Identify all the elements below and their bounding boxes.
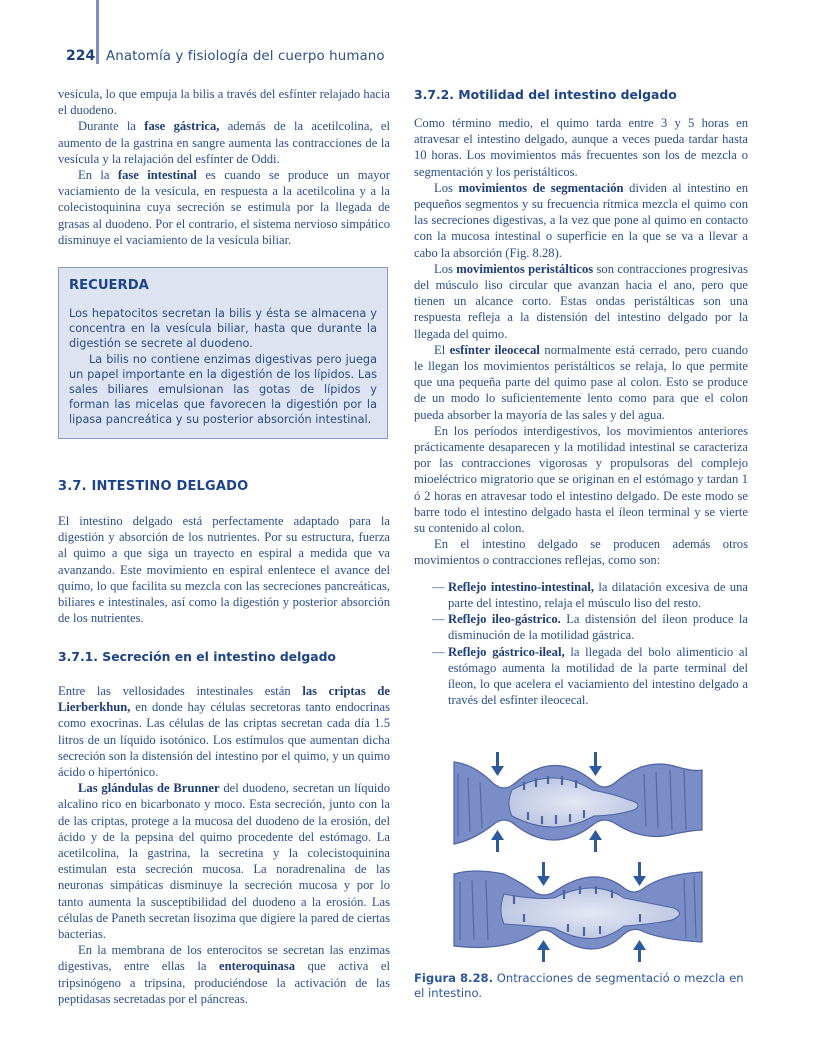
recuerda-box: [58, 267, 388, 439]
bold-term: fase intestinal: [117, 168, 197, 183]
running-title: Anatomía y fisiología del cuerpo humano: [106, 49, 385, 64]
figure-caption: Figura 8.28. Ontracciones de segmentació o mezcla en el intestino.: [414, 971, 744, 1000]
left-column-intro: [58, 86, 390, 248]
section-intro: [58, 513, 390, 626]
figure-label: Figura 8.28.: [414, 971, 494, 985]
paragraph: Las glándulas de Brunner del duodeno, secretan un líquido alcalino rico en bicarbonato y moco. Esta secreción, junto con la de las criptas, protege a la mucosa del duodeno de la erosión, del ácido y de la pepsina del quimo procedente del estómago. La acetilcolina, la gastrina, la secretina y la colecistoquinina estimulan esta secreción mucosa. La noradrenalina de las neuronas simpáticas disminuye la secreción mucosa y por lo tanto aumenta la susceptibilidad del duodeno a la erosión. Las células de Paneth secretan lisozima que digiere la pared de ciertas bacterias.: [58, 781, 390, 942]
paragraph: Como término medio, el quimo tarda entre 3 y 5 horas en atravesar el intestino delgado, aunque a veces pueda tardar hasta 10 horas. Los movimientos más frecuentes son los de mezcla o segmentación y los peristálticos.: [414, 116, 748, 179]
bold-term: enteroquinasa: [219, 959, 296, 974]
intestine-segmentation-illustration: [444, 752, 764, 962]
bold-term: las criptas de Lierberkhun,: [58, 684, 390, 715]
bold-term: esfínter ileocecal: [449, 342, 540, 357]
page-number: 224: [66, 48, 96, 64]
bold-term: movimientos de segmentación: [458, 180, 624, 195]
bold-term: movimientos peristálticos: [456, 261, 594, 276]
recuerda-title: RECUERDA: [69, 278, 149, 293]
paragraph: Los hepatocitos secretan la bilis y ésta se almacena y concentra en la vesícula biliar, hasta que durante la digestión se secrete al duodeno.: [69, 307, 377, 351]
paragraph: El intestino delgado está perfectamente adaptado para la digestión y absorción de los nutrientes. Por su estructura, fuerza al quimo a que siga un trayecto en espiral a medida que va avanzando. Este movimiento en espiral enlentece el avance del quimo, lo que facilita su mezcla con las secreciones pancreáticas, biliares e intestinales, así como la digestión y posterior absorción de los nutrientes.: [58, 514, 390, 626]
paragraph: La bilis no contiene enzimas digestivas pero juega un papel importante en la digestión de los lípidos. Las sales biliares emulsionan las gotas de lípidos y forman las micelas que favorecen la digestión por la lipasa pancreática y su posterior absorción intestinal.: [69, 352, 377, 427]
subsection-heading-motilidad: 3.7.2. Motilidad del intestino delgado: [414, 87, 677, 102]
paragraph: En los períodos interdigestivos, los movimientos anteriores prácticamente desaparecen y la motilidad intestinal se caracteriza por las contracciones vigorosas y propulsoras del complejo mioeléctrico migratorio que se originan en el estómago y tardan 1 ó 2 horas en atravesar todo el intestino delgado. De este modo se barre todo el intestino delgado hasta el íleon terminal y se vierte su contenido al colon.: [414, 423, 748, 536]
paragraph: En el intestino delgado se producen además otros movimientos o contracciones reflejas, como son:: [414, 537, 748, 568]
paragraph: vesícula, lo que empuja la bilis a través del esfínter relajado hacia el duodeno.: [58, 87, 390, 118]
reflex-list: [414, 579, 748, 709]
bold-term: fase gástrica,: [144, 119, 220, 134]
bold-term: Las glándulas de Brunner: [78, 781, 220, 796]
paragraph: En la fase intestinal es cuando se produce un mayor vaciamiento de la vesícula, en respuesta a la acetilcolina y a la colecistoquinina cuya secreción se estimula por la llegada de grasas al duodeno. Por el contrario, el sistema nervioso simpático disminuye el vaciamiento de la vesícula biliar.: [58, 168, 390, 247]
secrecion-body: [58, 683, 390, 1007]
paragraph: El esfínter ileocecal normalmente está cerrado, pero cuando le llegan los movimientos peristálticos se relaja, lo que permite que una pequeña parte del quimo pase al colon. Esto se produce de un modo lo suficientemente lento como para que el colon pueda absorber la mayoría de las sales y del agua.: [414, 342, 748, 422]
list-item: — Reflejo intestino-intestinal, la dilatación excesiva de una parte del intestino, relaja el músculo liso del resto.: [432, 579, 748, 610]
paragraph: Entre las vellosidades intestinales están las criptas de Lierberkhun, en donde hay células secretoras tanto endocrinas como exocrinas. Las células de las criptas secretan cada día 1.5 litros de un líquido isotónico. Los estímulos que aumentan dicha secreción son la distensión del intestino por el quimo, y un quimo ácido o hipertónico.: [58, 684, 390, 780]
bold-term: Reflejo intestino-intestinal,: [448, 579, 595, 594]
paragraph: En la membrana de los enterocitos se secretan las enzimas digestivas, entre ellas la enteroquinasa que activa el tripsinógeno a tripsina, produciéndose la activación de las peptidasas secretadas por el páncreas.: [58, 943, 390, 1006]
bold-term: Reflejo ileo-gástrico.: [448, 612, 561, 627]
paragraph: Los movimientos de segmentación dividen al intestino en pequeños segmentos y su frecuencia rítmica mezcla el quimo con las secreciones digestivas, a la vez que pone al quimo en contacto con la mucosa intestinal o superficie en la que se va a llevar a cabo la absorción (Fig. 8.28).: [414, 180, 749, 260]
motilidad-body: [414, 115, 748, 708]
bold-term: Reflejo gástrico-ileal,: [448, 644, 565, 659]
header-divider: [96, 0, 99, 64]
recuerda-text: [69, 306, 377, 428]
section-heading: 3.7. INTESTINO DELGADO: [58, 479, 249, 494]
subsection-heading-secrecion: 3.7.1. Secreción en el intestino delgado: [58, 649, 336, 664]
intestine-segment-bottom: [454, 862, 702, 962]
paragraph: Los movimientos peristálticos son contracciones progresivas del músculo liso circular que avanzan hacia el ano, pero que tienen un alcance corto. Estas ondas peristálticas son una respuesta refleja a la distensión del intestino delgado por la llegada del quimo.: [414, 261, 748, 341]
list-item: — Reflejo gástrico-ileal, la llegada del bolo alimenticio al estómago aumenta la motilidad de la parte terminal del íleon, lo que acelera el vaciamiento del intestino delgado a través del esfínter ileocecal.: [432, 644, 749, 708]
figure-8-28-segmentation-diagram: [444, 752, 764, 962]
paragraph: Durante la fase gástrica, además de la acetilcolina, el aumento de la gastrina en sangre aumenta las contracciones de la vesícula y la relajación del esfínter de Oddi.: [58, 119, 390, 166]
intestine-segment-top: [454, 752, 702, 852]
list-item: — Reflejo ileo-gástrico. La distensión del íleon produce la disminución de la motilidad gástrica.: [432, 612, 749, 643]
